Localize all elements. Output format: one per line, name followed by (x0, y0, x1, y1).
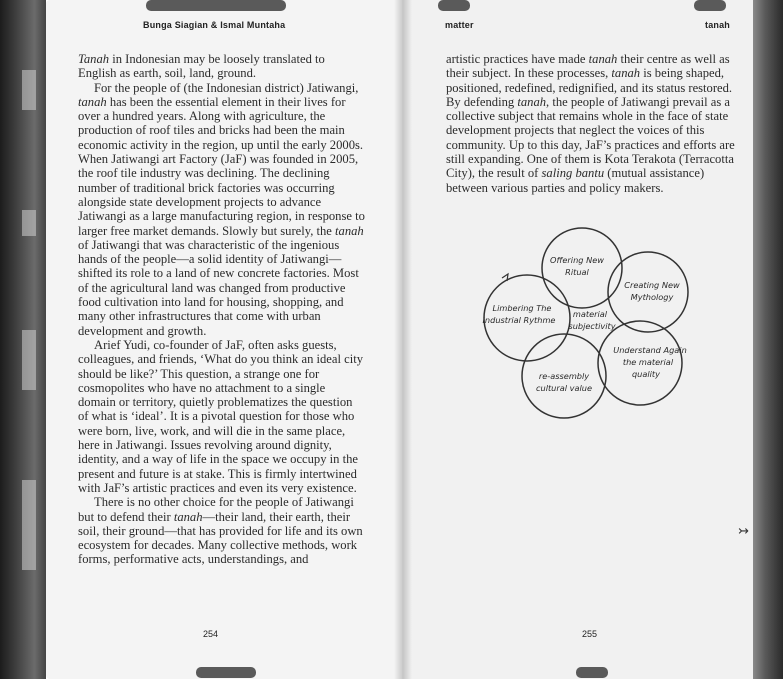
page-number-right: 255 (582, 629, 598, 639)
label-circle-5-line-1: Limbering The (492, 303, 552, 313)
label-circle-4-line-2: cultural value (536, 383, 592, 393)
top-tab-marker-left (438, 0, 470, 11)
book-gutter (394, 0, 412, 679)
top-tab-marker (146, 0, 286, 11)
italic-term: tanah (335, 223, 364, 238)
italic-term: Tanah (78, 52, 110, 66)
left-paragraph-3 (78, 338, 366, 495)
label-circle-2-line-1: Creating New (624, 280, 680, 290)
text-run: For the people of (the Indonesian district) Jatiwangi, (94, 80, 359, 95)
running-head-chapter: tanah (705, 20, 731, 30)
text-run: Arief Yudi, co-founder of JaF, often asks guests, colleagues, and friends, ‘What do you think an ideal city should be like?’ This question, a strange one for cosmopolites who have no attachment to a single domain or territory, quietly problematizes the question of what is ‘ideal’. It is a pivotal question for those who were born, live, work, and will die in the same place, here in Jatiwangi. Issues revolving around dignity, identity, and a way of life in the space we occupy in the present and future is at stake. This is firmly intertwined with JaF’s artistic practices and even its very existence. (78, 337, 364, 495)
italic-term: tanah (78, 94, 107, 109)
right-page-body (446, 52, 738, 195)
label-circle-3-line-1: Understand Again (613, 345, 687, 355)
left-paragraph-2 (78, 81, 366, 338)
italic-term: tanah (588, 52, 618, 66)
label-circle-1-line-1: Offering New (550, 255, 604, 265)
right-page (402, 0, 753, 679)
italic-term: tanah (611, 66, 641, 81)
right-page-edges (753, 0, 783, 679)
italic-term: tanah (173, 509, 203, 524)
left-paragraph-1 (78, 52, 366, 81)
running-head-left: Bunga Siagian & Ismal Muntaha (143, 20, 286, 30)
text-run: has been the essential element in their lives for over a hundred years. Along with agriculture, the production of roof tiles and bricks had been the main economic activity in the region, up until the early 2000s. When Jatiwangi art Factory (JaF) was founded in 2005, the roof tile industry was declining. The declining number of traditional brick factories was occurring alongside state development projects to advance Jatiwangi as a large manufacturing region, in response to larger free market demands. Slowly but surely, the (78, 94, 365, 238)
center-label-line-1: material (572, 309, 608, 319)
left-page (46, 0, 402, 679)
running-head-section: matter (445, 20, 474, 30)
left-page-body (78, 52, 366, 567)
venn-diagram (472, 220, 742, 420)
text-run: in Indonesian may be loosely translated to English as earth, soil, land, ground. (78, 52, 325, 81)
left-paragraph-4 (78, 495, 366, 566)
label-circle-2-line-2: Mythology (630, 292, 674, 302)
text-run: their centre as well as their subject. In these processes, (446, 52, 730, 81)
text-run: , the people of Jatiwangi prevail as a collective subject that remains whole in the face of state development projects that neglect the voices of this community. Up to this day, JaF’s practices and efforts are still expanding. One of them is Kota Terakota (Terracotta City), the result of (446, 94, 735, 181)
text-run: artistic practices have made (446, 52, 589, 66)
left-page-edges (0, 0, 46, 679)
top-tab-marker-right (694, 0, 726, 11)
label-circle-1-line-2: Ritual (565, 267, 589, 277)
text-run: (mutual assistance) between various parties and policy makers. (446, 166, 705, 195)
page-number-left: 254 (203, 629, 219, 639)
text-run: is being shaped, positioned, redefined, redignified, and its status restored. By defending (446, 66, 733, 109)
label-circle-3-line-3: quality (631, 369, 661, 379)
continue-arrow-icon: ↣ (738, 524, 749, 539)
bottom-tab-marker (576, 667, 608, 678)
right-paragraph-1 (446, 52, 738, 195)
text-run: —their land, their earth, their soil, their ground—that has provided for life and its own ecosystem for decades. Many collective methods, work forms, performative acts, understandings, and (78, 509, 363, 567)
text-run: There is no other choice for the people of Jatiwangi but to defend their (78, 495, 354, 524)
center-label-line-2: subjectivity (568, 321, 616, 331)
label-circle-3-line-2: the material (622, 357, 674, 367)
italic-term: tanah (517, 94, 547, 109)
italic-term: saling bantu (541, 166, 605, 181)
label-circle-4-line-1: re-assembly (538, 371, 590, 381)
text-run: of Jatiwangi that was characteristic of the ingenious hands of the people—a solid identity of Jatiwangi—shifted its role to a land of new concrete factories. Most of the agricultural land was changed from productive food cultivation into land for housing, shopping, and many other infrastructures that come with urban development and growth. (78, 237, 359, 338)
bottom-tab-marker (196, 667, 256, 678)
label-circle-5-line-2: Industrial Rythme (482, 315, 556, 325)
